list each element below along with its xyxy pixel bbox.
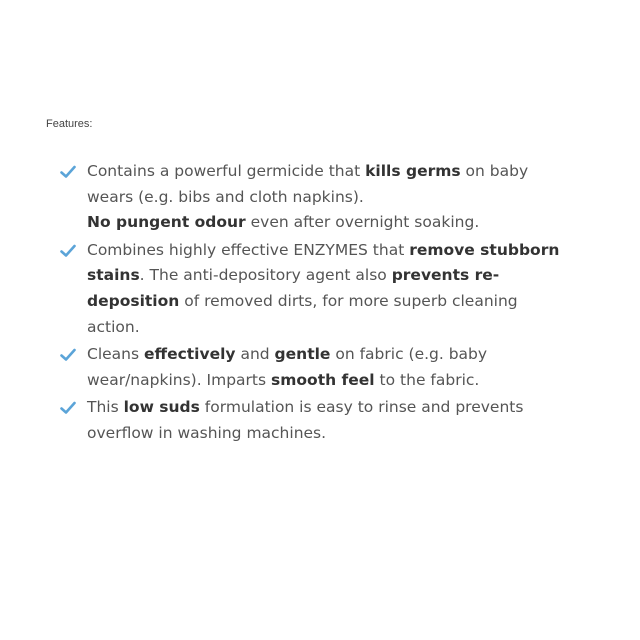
feature-highlight: kills germs — [365, 162, 461, 180]
feature-item — [60, 238, 560, 340]
feature-item — [60, 395, 560, 446]
feature-text-segment: . The anti-depository agent also — [139, 266, 392, 285]
feature-text-segment: and — [235, 345, 275, 364]
feature-text — [87, 238, 560, 340]
feature-text — [87, 395, 560, 446]
feature-highlight: No pungent odour — [87, 213, 246, 232]
feature-highlight: effectively — [144, 345, 236, 364]
feature-highlight: smooth feel — [271, 370, 375, 389]
feature-text-segment: formulation is easy to rinse and prevents overflow in washing machines. — [87, 398, 524, 442]
features-heading: Features: — [46, 118, 93, 130]
check-icon — [60, 244, 76, 258]
feature-highlight: prevents re-deposition — [87, 266, 500, 310]
feature-item — [60, 159, 560, 236]
feature-text-segment: on fabric (e.g. baby wear/napkins). Imparts — [87, 345, 488, 389]
feature-text-segment: This — [87, 398, 124, 417]
check-icon — [60, 401, 76, 415]
check-icon — [60, 348, 76, 362]
feature-highlight: gentle — [274, 345, 331, 364]
check-icon — [60, 165, 76, 179]
feature-text-segment: even after overnight soaking. — [245, 213, 480, 232]
feature-text-segment: on baby wears (e.g. bibs and cloth napkins). — [87, 162, 529, 206]
feature-text-segment: Combines highly effective ENZYMES that — [87, 240, 410, 259]
feature-text-segment: Cleans — [87, 345, 144, 364]
feature-highlight: low suds — [123, 398, 200, 417]
feature-text-segment: to the fabric. — [374, 370, 480, 389]
feature-text-segment: of removed dirts, for more superb cleaning action. — [87, 291, 518, 336]
feature-highlight: remove stubborn stains — [87, 240, 560, 285]
feature-text — [87, 342, 560, 393]
feature-item — [60, 342, 560, 393]
feature-text-segment: Contains a powerful germicide that — [87, 162, 366, 180]
feature-text — [87, 159, 560, 236]
feature-list — [60, 159, 560, 449]
